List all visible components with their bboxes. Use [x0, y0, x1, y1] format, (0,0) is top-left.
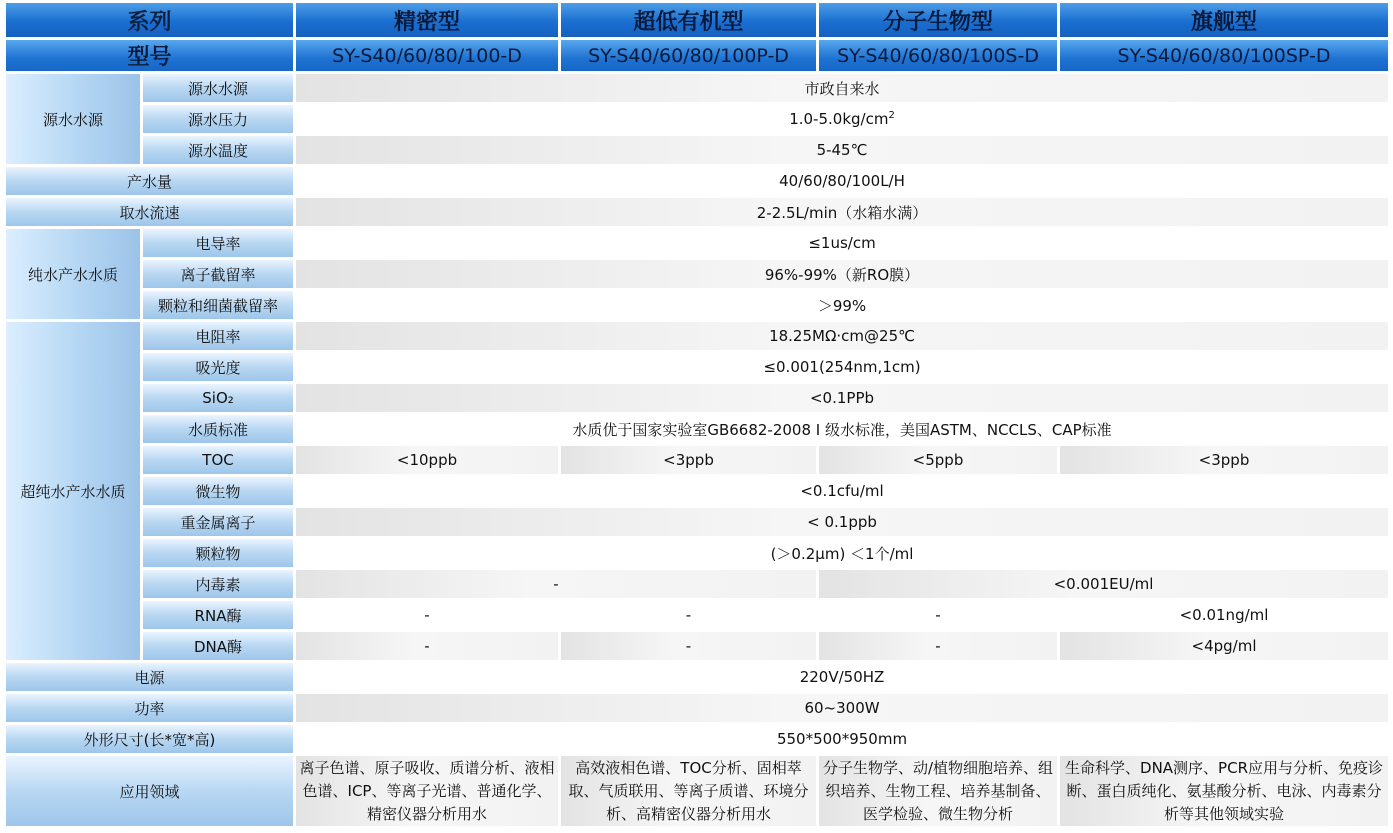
series-row	[6, 3, 1388, 37]
table-row	[6, 508, 1388, 536]
model-precision: SY-S40/60/80/100-D	[296, 40, 558, 71]
table-row	[6, 632, 1388, 660]
table-row	[6, 198, 1388, 226]
value-power: 60~300W	[296, 694, 1388, 722]
group-source-water: 源水水源	[6, 74, 140, 164]
value-dna-flagship: <4pg/ml	[1060, 632, 1388, 660]
series-header-label: 系列	[6, 3, 293, 37]
series-flagship: 旗舰型	[1060, 3, 1388, 37]
table-row	[6, 229, 1388, 257]
label-ion-rejection: 离子截留率	[143, 260, 293, 288]
label-output: 产水量	[6, 167, 293, 195]
model-flagship: SY-S40/60/80/100SP-D	[1060, 40, 1388, 71]
model-ultra-low-organic: SY-S40/60/80/100P-D	[561, 40, 816, 71]
value-dna-molecular-biology: -	[819, 632, 1057, 660]
value-particle-rejection: ＞99%	[296, 291, 1388, 319]
value-dna-ultra-low-organic: -	[561, 632, 816, 660]
table-row	[6, 601, 1388, 629]
label-sio2: SiO₂	[143, 384, 293, 412]
value-toc-molecular-biology: <5ppb	[819, 446, 1057, 474]
group-ultrapure: 超纯水产水水质	[6, 322, 140, 660]
table-row	[6, 694, 1388, 722]
value-heavy-metal: < 0.1ppb	[296, 508, 1388, 536]
label-applications: 应用领域	[6, 756, 293, 826]
table-row	[6, 663, 1388, 691]
table-row	[6, 74, 1388, 102]
table-row	[6, 725, 1388, 753]
group-pure-water: 纯水产水水质	[6, 229, 140, 319]
table-row	[6, 291, 1388, 319]
value-power-supply: 220V/50HZ	[296, 663, 1388, 691]
label-conductivity: 电导率	[143, 229, 293, 257]
value-ion-rejection: 96%-99%（新RO膜）	[296, 260, 1388, 288]
label-dimensions: 外形尺寸(长*宽*高)	[6, 725, 293, 753]
table-row	[6, 756, 1388, 826]
table-row	[6, 477, 1388, 505]
model-header-label: 型号	[6, 40, 293, 71]
value-toc-precision: <10ppb	[296, 446, 558, 474]
table-row	[6, 384, 1388, 412]
table-row	[6, 446, 1388, 474]
value-dna-precision: -	[296, 632, 558, 660]
value-microbe: <0.1cfu/ml	[296, 477, 1388, 505]
value-rna-molecular-biology: -	[819, 601, 1057, 629]
value-source: 市政自来水	[296, 74, 1388, 102]
label-flow: 取水流速	[6, 198, 293, 226]
value-applications-precision: 离子色谱、原子吸收、质谱分析、液相色谱、ICP、等离子光谱、普通化学、精密仪器分析用水	[296, 756, 558, 826]
label-heavy-metal: 重金属离子	[143, 508, 293, 536]
series-ultra-low-organic: 超低有机型	[561, 3, 816, 37]
value-temperature: 5-45℃	[296, 136, 1388, 164]
value-flow: 2-2.5L/min（水箱水满）	[296, 198, 1388, 226]
value-particles: (＞0.2μm) ＜1个/ml	[296, 539, 1388, 567]
value-rna-ultra-low-organic: -	[561, 601, 816, 629]
value-conductivity: ≤1us/cm	[296, 229, 1388, 257]
label-absorbance: 吸光度	[143, 353, 293, 381]
label-standard: 水质标准	[143, 415, 293, 443]
series-molecular-biology: 分子生物型	[819, 3, 1057, 37]
label-particle-rejection: 颗粒和细菌截留率	[143, 291, 293, 319]
label-source: 源水水源	[143, 74, 293, 102]
series-precision: 精密型	[296, 3, 558, 37]
table-row	[6, 260, 1388, 288]
label-toc: TOC	[143, 446, 293, 474]
label-resistivity: 电阻率	[143, 322, 293, 350]
table-row	[6, 167, 1388, 195]
value-rna-flagship: <0.01ng/ml	[1060, 601, 1388, 629]
model-molecular-biology: SY-S40/60/80/100S-D	[819, 40, 1057, 71]
value-resistivity: 18.25MΩ·cm@25℃	[296, 322, 1388, 350]
label-temperature: 源水温度	[143, 136, 293, 164]
value-standard: 水质优于国家实验室GB6682-2008 I 级水标准，美国ASTM、NCCLS、CAP标准	[296, 415, 1388, 443]
table-row	[6, 136, 1388, 164]
value-sio2: <0.1PPb	[296, 384, 1388, 412]
label-power-supply: 电源	[6, 663, 293, 691]
table-row	[6, 415, 1388, 443]
value-applications-ultra-low-organic: 高效液相色谱、TOC分析、固相萃取、气质联用、等离子质谱、环境分析、高精密仪器分析用水	[561, 756, 816, 826]
value-applications-flagship: 生命科学、DNA测序、PCR应用与分析、免疫诊断、蛋白质纯化、氨基酸分析、电泳、内毒素分析等其他领域实验	[1060, 756, 1388, 826]
label-power: 功率	[6, 694, 293, 722]
value-applications-molecular-biology: 分子生物学、动/植物细胞培养、组织培养、生物工程、培养基制备、医学检验、微生物分析	[819, 756, 1057, 826]
model-row	[6, 40, 1388, 71]
table-row	[6, 105, 1388, 133]
value-absorbance: ≤0.001(254nm,1cm)	[296, 353, 1388, 381]
label-microbe: 微生物	[143, 477, 293, 505]
value-output: 40/60/80/100L/H	[296, 167, 1388, 195]
pressure-text: 1.0-5.0kg/cm	[789, 110, 889, 128]
value-toc-ultra-low-organic: <3ppb	[561, 446, 816, 474]
label-endotoxin: 内毒素	[143, 570, 293, 598]
value-endotoxin-b: <0.001EU/ml	[819, 570, 1388, 598]
value-endotoxin-a: -	[296, 570, 816, 598]
table-row	[6, 570, 1388, 598]
pressure-sup: 2	[888, 110, 895, 121]
label-particles: 颗粒物	[143, 539, 293, 567]
value-rna-precision: -	[296, 601, 558, 629]
value-dimensions: 550*500*950mm	[296, 725, 1388, 753]
label-dna: DNA酶	[143, 632, 293, 660]
label-pressure: 源水压力	[143, 105, 293, 133]
table-row	[6, 353, 1388, 381]
table-row	[6, 539, 1388, 567]
value-pressure	[296, 105, 1388, 133]
value-toc-flagship: <3ppb	[1060, 446, 1388, 474]
spec-table	[3, 0, 1391, 829]
label-rna: RNA酶	[143, 601, 293, 629]
table-row	[6, 322, 1388, 350]
